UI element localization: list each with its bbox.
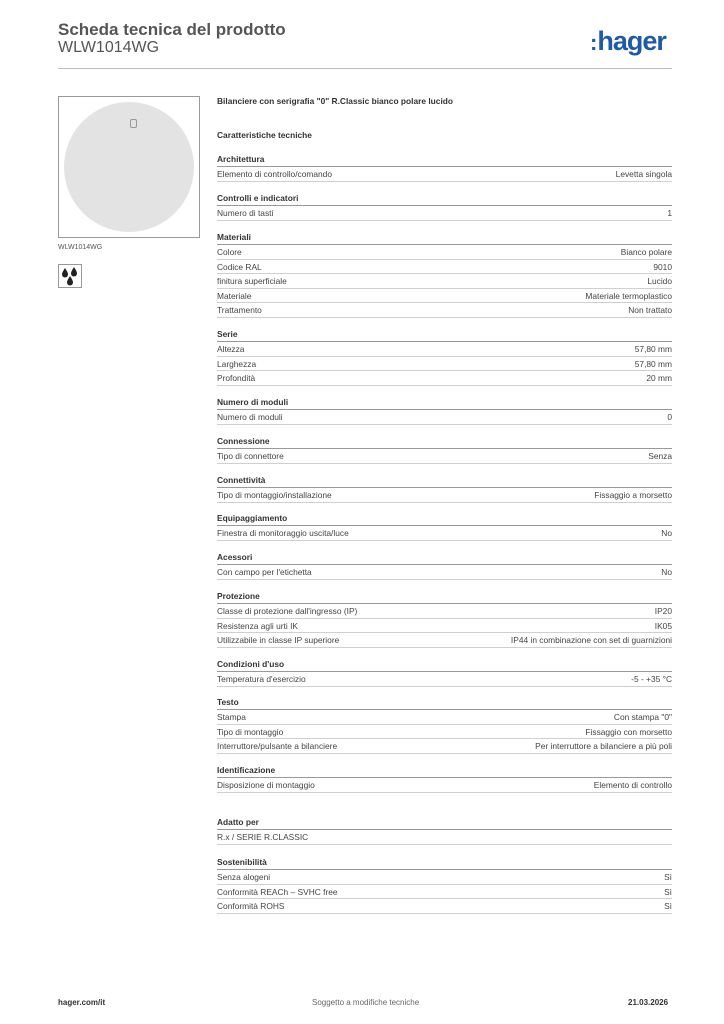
spec-row — [217, 526, 672, 541]
spec-row — [217, 410, 672, 425]
section-title: Connessione — [217, 435, 672, 449]
spec-label: Tipo di montaggio — [217, 726, 284, 737]
spec-row — [217, 619, 672, 634]
spec-value: Lucido — [647, 276, 672, 287]
spec-row — [217, 488, 672, 503]
spec-value: Per interruttore a bilanciere a più poli — [535, 741, 672, 752]
spec-row — [217, 830, 672, 845]
spec-label: Conformità REACh – SVHC free — [217, 886, 338, 897]
spec-value: Elemento di controllo — [593, 780, 672, 790]
section-title: Protezione — [217, 590, 672, 604]
spec-label: Finestra di monitoraggio uscita/luce — [217, 528, 349, 538]
product-description: Bilanciere con serigrafia "0" R.Classic bianco polare lucido — [217, 96, 454, 106]
section-title: Controlli e indicatori — [217, 192, 672, 206]
specs-heading: Caratteristiche tecniche — [217, 130, 312, 140]
spec-value: Sì — [664, 872, 672, 882]
spec-row — [217, 342, 672, 357]
section-title: Testo — [217, 696, 672, 710]
header-divider — [58, 68, 672, 69]
spec-row — [217, 672, 672, 687]
spec-value: 57,80 mm — [634, 358, 672, 369]
section-title: Adatto per — [217, 816, 672, 830]
spec-value: Bianco polare — [620, 247, 672, 257]
spec-value: Levetta singola — [615, 169, 672, 179]
brand-logo — [590, 26, 666, 57]
spec-label: Disposizione di montaggio — [217, 780, 315, 790]
water-drops-icon — [58, 264, 82, 288]
spec-row — [217, 357, 672, 372]
page-title: Scheda tecnica del prodotto — [58, 20, 286, 39]
spec-label: Altezza — [217, 344, 245, 354]
spec-label: Profondità — [217, 373, 256, 384]
spec-label: Materiale — [217, 290, 252, 301]
spec-label: Utilizzabile in classe IP superiore — [217, 635, 340, 646]
spec-row — [217, 604, 672, 619]
spec-label: Stampa — [217, 712, 246, 722]
spec-label: Resistenza agli urti IK — [217, 620, 298, 631]
section-title: Numero di moduli — [217, 396, 672, 410]
spec-label: Interruttore/pulsante a bilanciere — [217, 741, 338, 752]
spec-label: Larghezza — [217, 358, 257, 369]
spec-label: Temperatura d'esercizio — [217, 674, 306, 684]
spec-label: Codice RAL — [217, 261, 262, 272]
spec-value: Sì — [664, 886, 672, 897]
spec-label: Classe di protezione dall'ingresso (IP) — [217, 606, 358, 616]
rocker-disc — [64, 102, 194, 232]
spec-row — [217, 633, 672, 648]
spec-row — [217, 274, 672, 289]
footer-note: Soggetto a modifiche tecniche — [312, 998, 420, 1007]
spec-value: Fissaggio con morsetto — [585, 726, 672, 737]
spec-label: finitura superficiale — [217, 276, 287, 287]
spec-row — [217, 870, 672, 885]
spec-row — [217, 739, 672, 754]
spec-row — [217, 449, 672, 464]
spec-value: Senza — [648, 451, 672, 461]
spec-value: 57,80 mm — [634, 344, 672, 354]
brand-name: hager — [597, 26, 666, 56]
section-title: Serie — [217, 328, 672, 342]
spec-row — [217, 167, 672, 182]
spec-value: IP20 — [654, 606, 672, 616]
spec-label: Numero di moduli — [217, 412, 283, 422]
spec-row — [217, 245, 672, 260]
spec-row — [217, 206, 672, 221]
spec-label: Con campo per l'etichetta — [217, 567, 312, 577]
spec-label: Elemento di controllo/comando — [217, 169, 332, 179]
section-title: Equipaggiamento — [217, 512, 672, 526]
spec-value: Fissaggio a morsetto — [594, 490, 672, 500]
spec-value: IK05 — [654, 620, 672, 631]
section-title: Architettura — [217, 153, 672, 167]
spec-value: No — [661, 567, 672, 577]
spec-value: 1 — [667, 208, 672, 218]
spec-row — [217, 778, 672, 793]
spec-row — [217, 725, 672, 740]
spec-value: Sì — [664, 901, 672, 912]
spec-label: Colore — [217, 247, 242, 257]
section-title: Identificazione — [217, 764, 672, 778]
spec-label: Trattamento — [217, 305, 262, 316]
spec-row — [217, 710, 672, 725]
section-title: Acessori — [217, 551, 672, 565]
logo-dots-icon: : — [590, 30, 597, 55]
spec-value: 20 mm — [646, 373, 672, 384]
spec-value: Materiale termoplastico — [585, 290, 672, 301]
spec-value: 9010 — [653, 261, 672, 272]
spec-value: -5 - +35 °C — [631, 674, 672, 684]
section-title: Connettività — [217, 474, 672, 488]
section-title: Condizioni d'uso — [217, 658, 672, 672]
zero-print-mark — [130, 119, 137, 128]
footer-website[interactable]: hager.com/it — [58, 998, 106, 1007]
spec-label: Senza alogeni — [217, 872, 271, 882]
spec-row — [217, 371, 672, 386]
spec-row — [217, 565, 672, 580]
spec-row — [217, 260, 672, 275]
spec-value: 0 — [667, 412, 672, 422]
spec-label: R.x / SERIE R.CLASSIC — [217, 832, 309, 842]
spec-value: IP44 in combinazione con set di guarnizioni — [510, 635, 672, 646]
spec-value: Non trattato — [628, 305, 672, 316]
section-title: Materiali — [217, 231, 672, 245]
spec-label: Tipo di connettore — [217, 451, 284, 461]
product-image — [58, 96, 200, 238]
image-caption: WLW1014WG — [58, 244, 103, 251]
spec-label: Tipo di montaggio/installazione — [217, 490, 332, 500]
spec-label: Conformità ROHS — [217, 901, 285, 912]
spec-value: No — [661, 528, 672, 538]
spec-value: Con stampa "0" — [613, 712, 672, 722]
product-code: WLW1014WG — [58, 39, 160, 56]
section-title: Sostenibilità — [217, 856, 672, 870]
spec-label: Numero di tasti — [217, 208, 274, 218]
spec-row — [217, 885, 672, 900]
spec-row — [217, 289, 672, 304]
spec-row — [217, 899, 672, 914]
footer-date: 21.03.2026 — [628, 998, 669, 1007]
spec-row — [217, 303, 672, 318]
